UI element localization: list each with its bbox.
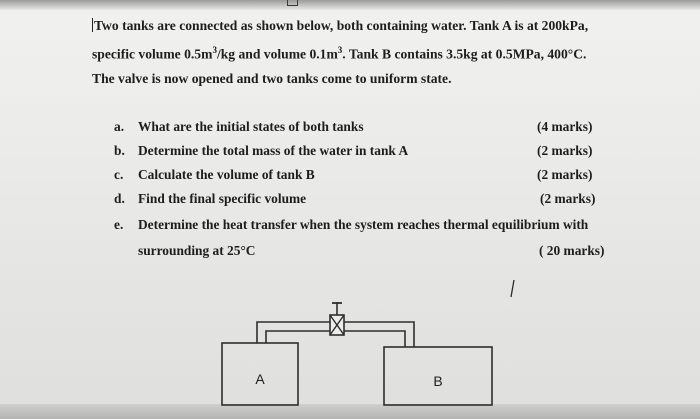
intro-line-1: Two tanks are connected as shown below, both containing water. Tank A is at 200kPa, — [94, 18, 589, 33]
photo-bottom-edge — [0, 404, 700, 419]
question-c — [0, 164, 700, 186]
question-letter: b. — [114, 143, 125, 158]
question-a — [0, 116, 700, 138]
question-e-continued — [0, 240, 700, 262]
question-text: Determine the heat transfer when the system reaches thermal equilibrium with — [138, 217, 589, 232]
question-letter: d. — [114, 191, 125, 206]
question-b — [0, 140, 700, 162]
unit-exponent: 3 — [212, 45, 217, 55]
question-letter: c. — [114, 167, 124, 182]
question-text: Find the final specific volume — [138, 191, 307, 206]
intro-line-2-middle: /kg and volume 0.1m — [216, 46, 338, 62]
unit-exponent: 3 — [337, 45, 343, 55]
tank-b-label: B — [433, 373, 443, 389]
question-d — [0, 188, 700, 210]
question-marks: ( 20 marks) — [539, 243, 605, 258]
intro-line-3: The valve is now opened and two tanks come to uniform state. — [92, 70, 452, 86]
question-text: What are the initial states of both tanks — [138, 119, 364, 134]
photo-top-edge — [0, 0, 700, 10]
problem-statement — [92, 14, 682, 91]
question-letter: a. — [114, 119, 125, 134]
question-text: surrounding at 25°C — [138, 243, 256, 258]
question-text: Determine the total mass of the water in tank A — [138, 143, 409, 158]
question-marks: (2 marks) — [537, 167, 593, 182]
question-letter: e. — [114, 217, 124, 232]
text-cursor — [92, 18, 93, 32]
question-marks: (2 marks) — [540, 191, 596, 206]
question-text: Calculate the volume of tank B — [138, 167, 315, 182]
tank-a-label: A — [255, 371, 265, 387]
intro-line-2-start: specific volume 0.5m — [92, 46, 213, 62]
question-list — [0, 116, 700, 266]
top-corner-mark — [287, 0, 298, 6]
intro-line-2-end: . Tank B contains 3.5kg at 0.5MPa, 400°C. — [342, 46, 587, 62]
question-e — [0, 214, 700, 236]
question-marks: (4 marks) — [537, 119, 593, 134]
question-marks: (2 marks) — [537, 143, 593, 158]
